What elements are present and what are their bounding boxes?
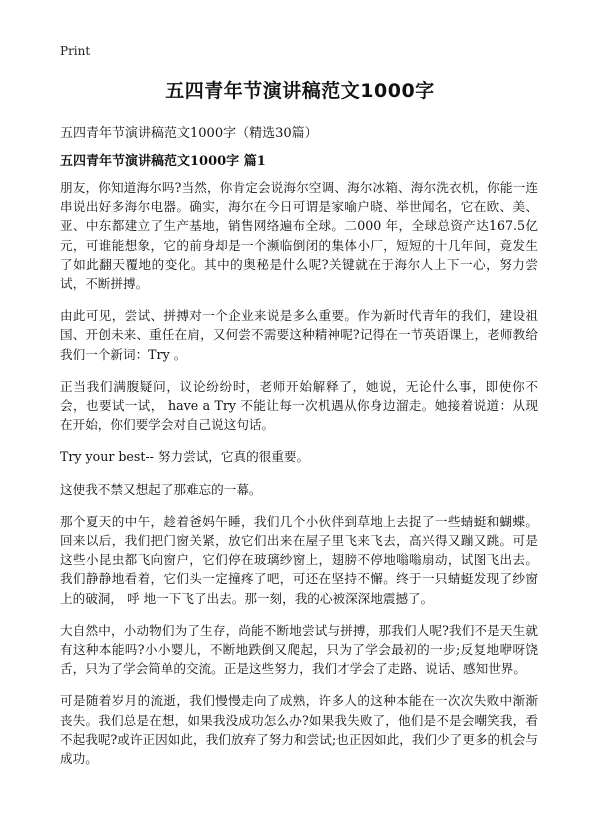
paragraph: Try your best-- 努力尝试，它真的很重要。 — [60, 449, 310, 465]
paragraph: 朋友，你知道海尔吗?当然，你肯定会说海尔空调、海尔冰箱、海尔洗衣机，你能一连串说出好多海尔电器。确实，海尔在今日可谓是家喻户晓、举世闻名，它在欧、美、亚、中东都建立了生产基地，销售网络遍布全球。二000 年，全球总资产达167.5亿元，可谁能想象，它的前身却是一个濒临倒闭的集体小厂，短短的十几年间，竟发生了如此翻天覆地的变化。其中的奥秘是什么呢?关键就在于海尔人上下一心，努力尝试，不断拼搏。 — [60, 180, 538, 292]
document-subtitle: 五四青年节演讲稿范文1000字（精选30篇） — [60, 126, 318, 141]
page-title: 五四青年节演讲稿范文1000字 — [165, 80, 435, 102]
paragraph: 正当我们满腹疑问，议论纷纷时，老师开始解释了，她说，无论什么事，即使你不会，也要试一试， have a Try 不能让每一次机遇从你身边溜走。她接着说道：从现在开始，你们要学会对自己说这句话。 — [60, 378, 538, 433]
paragraph: 由此可见，尝试、拼搏对一个企业来说是多么重要。作为新时代青年的我们，建设祖国、开创未来、重任在肩，又何尝不需要这种精神呢?记得在一节英语课上，老师教给我们一个新词：Try 。 — [60, 308, 538, 362]
paragraph: 可是随着岁月的流逝，我们慢慢走向了成熟，许多人的这种本能在一次次失败中渐渐丧失。我们总是在想，如果我没成功怎么办?如果我失败了，他们是不是会嘲笑我，看不起我呢?或许正因如此，我们放弃了努力和尝试;也正因如此，我们少了更多的机会与成功。 — [60, 693, 538, 767]
article-body — [60, 178, 538, 781]
section-heading: 五四青年节演讲稿范文1000字 篇1 — [60, 154, 266, 169]
print-link[interactable]: Print — [60, 44, 91, 58]
paragraph: 那个夏天的中午，趁着爸妈午睡，我们几个小伙伴到草地上去捉了一些蜻蜓和蝴蝶。回来以后，我们把门窗关紧，放它们出来在屋子里飞来飞去，高兴得又蹦又跳。可是这些小昆虫都飞向窗户，它们停在玻璃纱窗上，翅膀不停地嗡嗡扇动，试图飞出去。我们静静地看着，它们头一定撞疼了吧，可还在坚持不懈。终于一只蜻蜓发现了纱窗上的破洞， 呼 地一下飞了出去。那一刻，我的心被深深地震撼了。 — [60, 513, 538, 606]
paragraph: 大自然中，小动物们为了生存，尚能不断地尝试与拼搏，那我们人呢?我们不是天生就有这种本能吗?小小婴儿，不断地跌倒又爬起，只为了学会最初的一步;反复地咿呀饶舌，只为了学会简单的交流。正是这些努力，我们才学会了走路、说话、感知世界。 — [60, 622, 538, 677]
paragraph: 这使我不禁又想起了那难忘的一幕。 — [60, 481, 262, 497]
